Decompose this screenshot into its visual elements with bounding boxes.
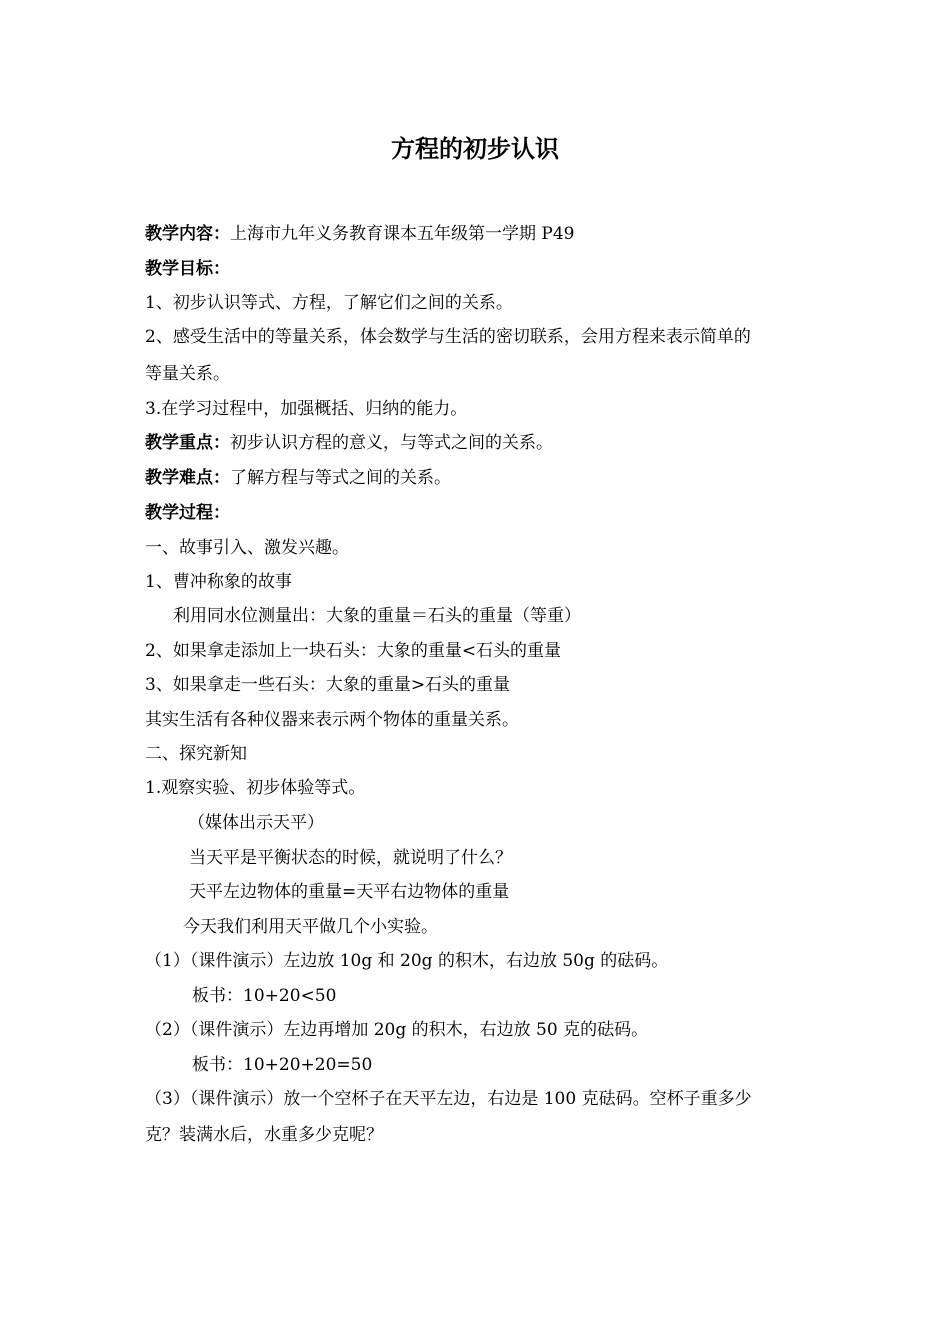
s1-item-1-detail: 利用同水位测量出：大象的重量＝石头的重量（等重）	[173, 606, 581, 626]
difficulty-label: 教学难点：	[145, 468, 230, 488]
experiment-3a: （3）（课件演示）放一个空杯子在天平左边，右边是 100 克砝码。空杯子重多少	[145, 1089, 752, 1109]
s1-item-3: 3、如果拿走一些石头：大象的重量>石头的重量	[145, 675, 511, 695]
key-line	[145, 428, 553, 458]
s2-answer: 天平左边物体的重量=天平右边物体的重量	[189, 882, 510, 902]
goals-label: 教学目标：	[145, 259, 230, 279]
goal-2a: 2、感受生活中的等量关系，体会数学与生活的密切联系，会用方程来表示简单的	[145, 327, 751, 347]
content-line	[145, 219, 574, 249]
experiment-2: （2）（课件演示）左边再增加 20g 的积木，右边放 50 克的砝码。	[145, 1020, 649, 1040]
experiment-3b: 克？装满水后，水重多少克呢？	[145, 1125, 383, 1145]
s1-summary: 其实生活有各种仪器来表示两个物体的重量关系。	[145, 710, 519, 730]
goal-3: 3.在学习过程中，加强概括、归纳的能力。	[145, 399, 468, 419]
s2-question: 当天平是平衡状态的时候，就说明了什么？	[189, 848, 512, 868]
section-1-heading: 一、故事引入、激发兴趣。	[145, 538, 349, 558]
goal-1: 1、初步认识等式、方程，了解它们之间的关系。	[145, 293, 513, 313]
s1-item-1: 1、曹冲称象的故事	[145, 572, 292, 592]
section-2-heading: 二、探究新知	[145, 744, 247, 764]
document-title: 方程的初步认识	[391, 135, 559, 163]
s2-media: （媒体出示天平）	[188, 813, 324, 833]
content-label: 教学内容：	[145, 224, 230, 244]
experiment-1: （1）（课件演示）左边放 10g 和 20g 的积木，右边放 50g 的砝码。	[145, 951, 669, 971]
experiment-1-board: 板书：10+20<50	[192, 986, 337, 1006]
goal-2b: 等量关系。	[145, 364, 230, 384]
s2-intro: 今天我们利用天平做几个小实验。	[183, 917, 438, 937]
s1-item-2: 2、如果拿走添加上一块石头：大象的重量<石头的重量	[145, 641, 562, 661]
key-label: 教学重点：	[145, 433, 230, 453]
difficulty-text: 了解方程与等式之间的关系。	[230, 468, 451, 488]
difficulty-line	[145, 463, 451, 493]
key-text: 初步认识方程的意义，与等式之间的关系。	[230, 433, 553, 453]
content-text: 上海市九年义务教育课本五年级第一学期 P49	[230, 224, 575, 244]
process-label: 教学过程：	[145, 503, 230, 523]
experiment-2-board: 板书：10+20+20=50	[192, 1055, 373, 1075]
s2-item-1: 1.观察实验、初步体验等式。	[145, 778, 366, 798]
